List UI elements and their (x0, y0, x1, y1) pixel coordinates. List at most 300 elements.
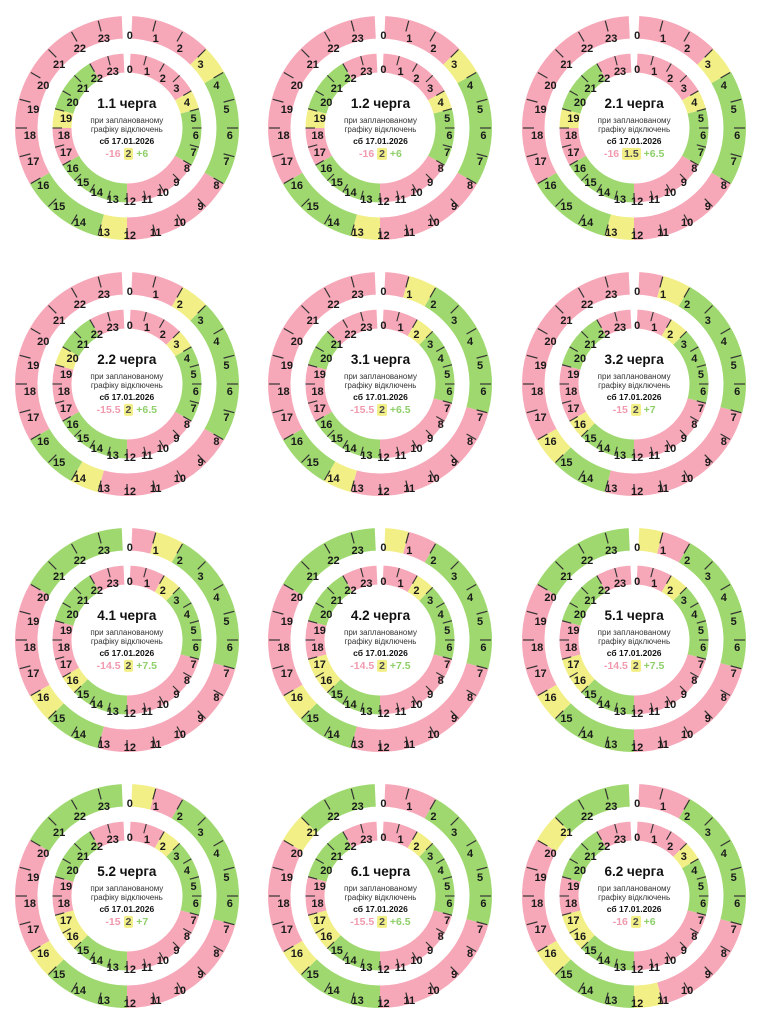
hour-label-outer: 22 (327, 555, 340, 568)
hours-on: +7 (643, 403, 656, 416)
hour-label-inner: 21 (584, 851, 597, 864)
hour-label-inner: 16 (320, 931, 333, 943)
hour-label-inner: 4 (437, 865, 444, 877)
hour-label-outer: 12 (377, 742, 390, 754)
hour-label-outer: 14 (581, 728, 594, 741)
hour-label-outer: 3 (451, 59, 458, 72)
queue-title: 1.1 черга (97, 95, 157, 111)
hours-off: -16 (603, 147, 620, 160)
hour-label-outer: 0 (380, 798, 387, 810)
hours-maybe: 2 (125, 147, 132, 160)
hour-label-inner: 22 (598, 584, 611, 597)
hour-label-inner: 4 (183, 353, 191, 365)
hour-label-outer: 11 (149, 482, 162, 495)
hour-label-inner: 7 (444, 403, 451, 416)
hour-label-inner: 19 (59, 880, 73, 893)
hours-on: +7.5 (389, 659, 411, 672)
hour-label-inner: 22 (598, 328, 611, 341)
hour-label-outer: 23 (97, 33, 111, 46)
hour-label-outer: 8 (213, 948, 220, 960)
hour-label-outer: 9 (704, 200, 711, 213)
queue-dial[interactable] (515, 4, 753, 252)
hours-on: +7 (136, 915, 149, 928)
hour-label-inner: 5 (444, 112, 451, 125)
hour-label-outer: 9 (451, 456, 458, 469)
dial-cell[interactable] (507, 768, 761, 1024)
dial-cell[interactable] (507, 0, 761, 256)
queue-dial[interactable] (8, 4, 246, 252)
hours-maybe: 2 (632, 403, 639, 416)
hour-label-outer: 3 (451, 571, 458, 584)
hour-label-outer: 10 (173, 984, 186, 997)
hour-label-inner: 4 (691, 865, 698, 877)
hour-label-inner: 18 (311, 130, 324, 142)
ring-chart (11, 524, 243, 756)
hour-label-inner: 7 (444, 147, 451, 160)
hour-label-inner: 17 (567, 915, 580, 928)
hour-label-inner: 15 (77, 176, 90, 189)
hour-label-inner: 10 (664, 699, 677, 712)
hour-label-outer: 1 (659, 33, 667, 46)
hour-label-outer: 19 (280, 616, 294, 629)
dial-cell[interactable] (507, 512, 761, 768)
hours-on: +6.5 (136, 403, 157, 416)
hour-label-inner: 2 (413, 72, 420, 85)
hour-label-inner: 22 (344, 72, 357, 85)
hour-label-outer: 6 (480, 898, 487, 910)
hour-label-outer: 21 (52, 827, 66, 840)
hour-label-outer: 13 (351, 482, 364, 495)
hour-label-inner: 20 (66, 97, 79, 109)
hour-label-outer: 0 (634, 30, 641, 42)
hours-on: +6.5 (389, 403, 411, 416)
hour-label-outer: 15 (306, 456, 319, 469)
hour-label-outer: 15 (306, 712, 319, 725)
queue-dial[interactable] (261, 4, 499, 252)
hour-label-outer: 7 (730, 155, 737, 168)
hour-label-inner: 16 (320, 163, 333, 175)
hour-label-inner: 20 (320, 865, 333, 877)
hour-label-outer: 5 (730, 616, 737, 629)
queue-title: 4.1 черга (97, 607, 157, 623)
hour-label-outer: 9 (704, 712, 711, 725)
queue-dial[interactable] (515, 516, 753, 764)
hour-label-inner: 16 (320, 675, 333, 687)
hour-label-inner: 5 (697, 368, 704, 381)
dial-cell[interactable] (254, 512, 508, 768)
hour-label-outer: 23 (97, 801, 111, 814)
hour-label-outer: 12 (377, 230, 390, 242)
hour-label-inner: 1 (397, 322, 404, 335)
hour-label-inner: 15 (77, 944, 90, 957)
rings-wrapper (518, 524, 750, 756)
ring-chart (518, 268, 750, 500)
hours-maybe: 2 (379, 147, 385, 160)
hour-label-outer: 11 (149, 738, 162, 751)
hour-label-inner: 21 (77, 851, 90, 864)
hour-label-outer: 2 (430, 43, 437, 56)
hour-label-inner: 14 (598, 443, 611, 456)
dial-cell[interactable] (0, 0, 254, 256)
hour-label-inner: 12 (631, 964, 644, 976)
hour-label-inner: 9 (173, 176, 180, 189)
hour-label-inner: 0 (126, 576, 133, 588)
hour-label-inner: 13 (613, 705, 627, 718)
queue-dial[interactable] (515, 260, 753, 508)
dial-cell[interactable] (0, 512, 254, 768)
hour-label-inner: 9 (680, 176, 687, 189)
hour-label-outer: 0 (380, 286, 387, 298)
hour-label-outer: 17 (280, 155, 294, 168)
hour-label-outer: 16 (290, 436, 303, 448)
subtitle-line-1: при запланованому (343, 115, 417, 125)
hour-label-inner: 21 (584, 339, 597, 352)
hour-label-outer: 11 (657, 226, 669, 239)
hour-label-inner: 12 (123, 196, 136, 208)
hour-label-outer: 13 (97, 482, 111, 495)
hour-label-inner: 14 (90, 955, 103, 968)
subtitle-line-1: при запланованому (597, 627, 671, 637)
hour-label-inner: 3 (173, 851, 180, 864)
date-label: сб 17.01.2026 (353, 647, 408, 658)
hours-maybe: 2 (632, 915, 639, 928)
hour-label-outer: 3 (197, 571, 204, 584)
hour-label-outer: 23 (97, 545, 111, 558)
queue-title: 6.1 черга (350, 863, 411, 879)
hours-maybe: 2 (125, 403, 132, 416)
hour-label-outer: 8 (213, 436, 220, 448)
hour-label-inner: 23 (360, 66, 373, 79)
hour-label-inner: 20 (573, 353, 587, 365)
hour-label-inner: 5 (190, 624, 197, 637)
hour-label-outer: 2 (176, 43, 183, 56)
hour-label-inner: 22 (344, 840, 357, 853)
dial-cell[interactable] (254, 768, 508, 1024)
hour-label-outer: 4 (213, 592, 220, 604)
hour-label-outer: 16 (290, 180, 303, 192)
date-label: сб 17.01.2026 (353, 391, 408, 402)
hour-label-outer: 16 (37, 692, 50, 704)
hour-label-inner: 17 (313, 659, 326, 672)
hour-label-inner: 12 (123, 452, 136, 464)
hour-label-inner: 13 (613, 961, 627, 974)
hour-label-inner: 20 (573, 97, 587, 109)
queue-title: 5.2 черга (97, 863, 157, 879)
hour-label-outer: 0 (380, 30, 387, 42)
hour-label-outer: 12 (123, 230, 136, 242)
hour-label-inner: 20 (66, 865, 79, 877)
hour-label-inner: 13 (360, 193, 373, 206)
hour-label-outer: 16 (37, 948, 50, 960)
hours-off: -15.5 (350, 403, 375, 416)
hour-label-outer: 19 (534, 616, 547, 629)
hour-label-outer: 0 (126, 798, 133, 810)
hour-label-outer: 5 (223, 360, 230, 373)
hour-label-inner: 15 (330, 688, 343, 701)
hour-label-outer: 21 (560, 827, 573, 840)
dial-cell[interactable] (0, 256, 254, 512)
hour-label-inner: 18 (57, 642, 70, 654)
hour-label-outer: 9 (451, 968, 458, 981)
hour-label-inner: 2 (159, 584, 166, 597)
hour-label-inner: 23 (613, 66, 627, 79)
hour-label-outer: 4 (467, 848, 474, 860)
hour-label-inner: 19 (567, 368, 580, 381)
hour-label-inner: 22 (598, 840, 611, 853)
hour-label-inner: 3 (173, 339, 180, 352)
hour-label-outer: 10 (427, 472, 440, 485)
queue-title: 2.1 черга (604, 95, 664, 111)
hour-label-outer: 17 (280, 411, 294, 424)
hour-label-outer: 16 (37, 180, 50, 192)
hour-label-inner: 4 (437, 609, 444, 621)
hour-label-outer: 17 (27, 923, 40, 936)
hour-label-outer: 4 (720, 592, 727, 604)
hour-label-outer: 15 (306, 968, 319, 981)
hour-label-outer: 13 (605, 226, 618, 239)
hour-label-inner: 12 (377, 452, 390, 464)
hour-label-outer: 0 (634, 798, 641, 810)
rings-wrapper (264, 524, 496, 756)
hour-label-inner: 22 (90, 328, 103, 341)
hour-label-outer: 16 (544, 692, 557, 704)
dial-cell[interactable] (254, 256, 508, 512)
hour-label-outer: 2 (176, 299, 183, 312)
hour-label-inner: 17 (313, 915, 326, 928)
hour-label-outer: 20 (544, 336, 557, 348)
hour-label-inner: 12 (377, 964, 390, 976)
hour-label-outer: 4 (467, 592, 474, 604)
hour-label-outer: 0 (126, 542, 133, 554)
hour-label-outer: 8 (213, 180, 220, 192)
hour-label-inner: 9 (173, 944, 180, 957)
hour-label-inner: 0 (634, 576, 641, 588)
hour-label-inner: 18 (565, 130, 578, 142)
hour-label-outer: 10 (427, 728, 440, 741)
hour-label-inner: 5 (697, 112, 704, 125)
subtitle-line-2: графіку відключень (344, 381, 417, 391)
hour-label-inner: 18 (565, 386, 578, 398)
hour-label-inner: 13 (106, 193, 119, 206)
subtitle-line-2: графіку відключень (344, 893, 417, 903)
hour-label-outer: 17 (534, 155, 547, 168)
hour-label-inner: 0 (634, 320, 641, 332)
hour-label-inner: 3 (680, 595, 687, 608)
queue-dial[interactable] (8, 772, 246, 1020)
hours-off: -16 (359, 147, 375, 160)
hour-label-inner: 7 (190, 403, 197, 416)
hour-label-inner: 8 (437, 163, 444, 175)
hour-label-inner: 2 (413, 328, 420, 341)
queue-dial[interactable] (261, 516, 499, 764)
hour-label-inner: 11 (648, 961, 661, 974)
hour-label-inner: 18 (57, 898, 70, 910)
hour-label-inner: 3 (427, 595, 434, 608)
hour-label-inner: 11 (648, 705, 661, 718)
hour-label-outer: 12 (631, 742, 644, 754)
hour-label-outer: 22 (73, 811, 86, 824)
dial-cell[interactable] (0, 768, 254, 1024)
hours-on: +6.5 (389, 915, 411, 928)
queue-dial[interactable] (8, 260, 246, 508)
hour-label-inner: 17 (59, 147, 73, 160)
hour-label-outer: 20 (290, 336, 303, 348)
hour-label-outer: 11 (403, 738, 416, 751)
queue-dial[interactable] (515, 772, 753, 1020)
date-label: сб 17.01.2026 (99, 647, 155, 658)
hour-label-outer: 12 (377, 998, 390, 1010)
hour-label-inner: 10 (156, 699, 169, 712)
hour-label-inner: 12 (631, 708, 644, 720)
hour-label-outer: 18 (23, 386, 36, 398)
date-label: сб 17.01.2026 (99, 135, 155, 146)
hour-label-outer: 22 (581, 299, 594, 312)
subtitle-line-1: при запланованому (90, 371, 164, 381)
hour-label-inner: 9 (427, 688, 434, 701)
hour-label-outer: 1 (152, 33, 159, 46)
subtitle-line-1: при запланованому (597, 883, 671, 893)
ring-chart (11, 780, 243, 1012)
hour-label-inner: 19 (567, 112, 580, 125)
hour-label-inner: 23 (360, 578, 373, 591)
hours-on: +7.5 (136, 659, 157, 672)
hour-label-inner: 19 (313, 368, 326, 381)
hour-label-inner: 10 (664, 443, 677, 456)
hour-label-outer: 19 (27, 360, 40, 373)
hour-label-outer: 18 (277, 642, 290, 654)
hour-label-outer: 17 (27, 667, 40, 680)
hour-label-outer: 14 (581, 472, 594, 485)
hour-label-inner: 23 (360, 322, 373, 335)
hour-label-inner: 17 (59, 403, 73, 416)
hour-label-inner: 10 (410, 699, 423, 712)
hour-label-outer: 9 (451, 712, 458, 725)
hour-label-outer: 21 (52, 571, 66, 584)
hour-label-inner: 17 (567, 147, 580, 160)
hour-label-outer: 10 (681, 728, 694, 741)
hour-label-inner: 7 (190, 915, 197, 928)
hour-label-inner: 5 (697, 624, 704, 637)
hour-label-inner: 9 (427, 432, 434, 445)
hour-label-inner: 21 (330, 83, 343, 96)
hour-label-outer: 2 (684, 555, 691, 568)
hour-label-inner: 15 (584, 176, 597, 189)
hour-label-outer: 19 (27, 616, 40, 629)
hour-label-outer: 10 (681, 984, 694, 997)
queue-title: 3.2 черга (604, 351, 664, 367)
hour-label-inner: 14 (90, 443, 103, 456)
hours-on: +7.5 (643, 659, 665, 672)
hour-label-inner: 4 (183, 865, 191, 877)
hour-label-outer: 13 (351, 994, 364, 1007)
hour-label-inner: 22 (598, 72, 611, 85)
hour-label-inner: 4 (183, 97, 191, 109)
hour-label-inner: 10 (156, 187, 169, 200)
hour-label-outer: 2 (176, 811, 183, 824)
hour-label-inner: 4 (691, 353, 698, 365)
hour-label-outer: 16 (290, 948, 303, 960)
hour-label-outer: 5 (477, 616, 484, 629)
hours-maybe: 2 (125, 915, 132, 928)
hour-label-outer: 6 (734, 898, 741, 910)
dial-cell[interactable] (254, 0, 508, 256)
hour-label-outer: 2 (684, 299, 691, 312)
hour-label-inner: 3 (680, 851, 687, 864)
hour-label-inner: 0 (380, 64, 387, 76)
subtitle-line-1: при запланованому (343, 883, 417, 893)
hour-label-outer: 23 (351, 289, 364, 302)
hour-label-outer: 4 (213, 80, 220, 92)
hour-label-inner: 23 (613, 322, 627, 335)
hour-label-inner: 9 (427, 944, 434, 957)
date-label: сб 17.01.2026 (99, 391, 155, 402)
subtitle-line-2: графіку відключень (344, 125, 417, 135)
hour-label-outer: 4 (467, 336, 474, 348)
rings-wrapper (11, 780, 243, 1012)
hour-label-inner: 11 (394, 705, 407, 718)
hour-label-outer: 12 (631, 230, 644, 242)
hour-label-inner: 4 (183, 609, 191, 621)
date-label: сб 17.01.2026 (353, 135, 408, 146)
hour-label-inner: 5 (444, 880, 451, 893)
hour-label-outer: 18 (531, 898, 544, 910)
hour-label-outer: 18 (531, 386, 544, 398)
hour-label-outer: 17 (280, 923, 294, 936)
dial-cell[interactable] (507, 256, 761, 512)
hour-label-outer: 8 (720, 436, 727, 448)
hour-label-inner: 11 (141, 449, 153, 462)
hour-label-inner: 11 (394, 449, 407, 462)
hour-label-outer: 20 (290, 80, 303, 92)
hour-label-inner: 23 (360, 834, 373, 847)
hour-label-outer: 19 (280, 872, 294, 885)
hour-label-inner: 0 (380, 576, 387, 588)
hour-label-inner: 1 (651, 834, 658, 847)
hour-label-inner: 8 (691, 931, 698, 943)
hour-label-inner: 8 (691, 163, 698, 175)
hour-label-inner: 10 (156, 955, 169, 968)
hour-label-outer: 21 (306, 315, 319, 328)
hour-label-inner: 12 (123, 708, 136, 720)
hour-label-inner: 0 (126, 64, 133, 76)
subtitle-line-1: при запланованому (343, 371, 417, 381)
hour-label-outer: 9 (704, 456, 711, 469)
hour-label-outer: 19 (27, 104, 40, 117)
hour-label-outer: 23 (605, 289, 618, 302)
queue-dial[interactable] (8, 516, 246, 764)
hour-label-inner: 4 (691, 609, 698, 621)
hour-label-inner: 13 (106, 961, 119, 974)
hour-label-outer: 17 (534, 923, 547, 936)
hour-label-outer: 7 (730, 667, 737, 680)
hour-label-inner: 21 (330, 595, 343, 608)
hour-label-inner: 14 (344, 699, 357, 712)
hour-label-outer: 7 (477, 923, 484, 936)
hour-label-outer: 18 (531, 642, 544, 654)
queue-dial[interactable] (261, 772, 499, 1020)
hour-label-outer: 1 (659, 289, 667, 302)
hour-label-outer: 8 (467, 436, 474, 448)
hour-label-inner: 16 (573, 675, 587, 687)
hour-label-outer: 2 (684, 43, 691, 56)
hour-label-outer: 23 (351, 801, 364, 814)
hour-label-outer: 19 (280, 360, 294, 373)
hour-label-inner: 20 (66, 609, 79, 621)
subtitle-line-2: графіку відключень (90, 125, 163, 135)
queue-dial[interactable] (261, 260, 499, 508)
subtitle-line-1: при запланованому (343, 627, 417, 637)
date-label: сб 17.01.2026 (606, 647, 662, 658)
